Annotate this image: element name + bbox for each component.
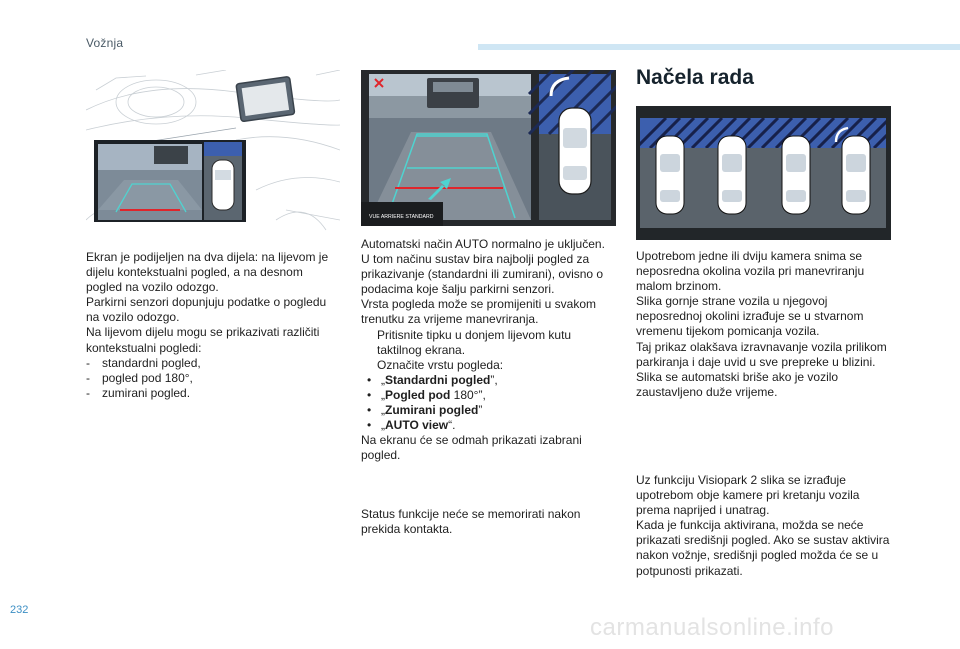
instruction-step: Pritisnite tipku u donjem lijevom kutu taktilnog ekrana. (377, 327, 572, 357)
column-3-text (636, 249, 894, 400)
dash-marker: - (86, 370, 90, 385)
paragraph: Uz funkciju Visiopark 2 slika se izrađuje upotrebom obje kamere pri kretanju vozila prema naprijed i unatrag. (636, 473, 860, 518)
paragraph: Na ekranu će se odmah prikazati izabrani pogled. (361, 433, 582, 463)
column-1-text (86, 250, 336, 401)
bullet-marker: • (367, 387, 372, 402)
paragraph: Taj prikaz olakšava izravnavanje vozila prilikom parkiranja i daje uvid u sve prepreke u blizini. (636, 339, 887, 369)
status-note (361, 507, 617, 537)
page-number: 232 (10, 604, 29, 616)
dash-marker: - (86, 385, 90, 400)
rear-camera-view (361, 70, 616, 226)
view-option: • „AUTO view“. (367, 418, 456, 433)
paragraph: Vrsta pogleda može se promijeniti u svakom trenutku za vrijeme manevriranja. (361, 297, 596, 327)
top-view-sequence (636, 106, 891, 240)
header-accent-bar (478, 44, 960, 50)
column-2-text (361, 237, 617, 463)
paragraph: Parkirni senzori dopunjuju podatke o pogledu na vozilo odozgo. (86, 295, 327, 325)
paragraph: U tom načinu sustav bira najbolji pogled za prikazivanje (standardni ili zumirani), ovisno o podacima koje šalju parkirni senzori. (361, 252, 604, 297)
paragraph: Ekran je podijeljen na dva dijela: na lijevom je dijelu kontekstualni pogled, a na desnom pogled na vozilo odozgo. (86, 250, 329, 295)
paragraph: Upotrebom jedne ili dviju kamera snima se neposredna okolina vozila pri manevriranju malom brzinom. (636, 249, 865, 294)
paragraph: Status funkcije neće se memorirati nakon prekida kontakta. (361, 507, 581, 537)
dash-marker: - (86, 355, 90, 370)
view-option: • „Pogled pod 180°”, (367, 387, 486, 402)
paragraph: Automatski način AUTO normalno je uključen. (361, 237, 605, 251)
visiopark-note (636, 473, 894, 579)
paragraph: Kada je funkcija aktivirana, možda se neće prikazati središnji pogled. Ako se sustav aktivira nakon vožnje, središnji pogled možda će se u potpunosti prikazati. (636, 518, 890, 578)
paragraph: Slika se automatski briše ako je vozilo zaustavljeno duže vrijeme. (636, 369, 839, 399)
watermark: carmanualsonline.info (590, 614, 834, 641)
paragraph: Na lijevom dijelu mogu se prikazivati različiti kontekstualni pogledi: (86, 325, 320, 355)
list-item: - standardni pogled, (86, 355, 201, 370)
list-item: - pogled pod 180°, (86, 370, 193, 385)
instruction-step: Označite vrstu pogleda: (377, 357, 504, 372)
section-heading: Načela rada (636, 66, 754, 89)
view-option: • „Standardni pogled”, (367, 372, 498, 387)
view-option: • „Zumirani pogled” (367, 403, 483, 418)
bullet-marker: • (367, 372, 372, 387)
bullet-marker: • (367, 418, 372, 433)
bullet-marker: • (367, 403, 372, 418)
dashboard-illustration (86, 70, 340, 236)
paragraph: Slika gornje strane vozila u njegovoj neposrednoj okolini izrađuje se u stvarnom vremenu tijekom pomicanja vozila. (636, 294, 864, 339)
list-item: - zumirani pogled. (86, 385, 191, 400)
section-title: Vožnja (86, 36, 124, 50)
view-mode-caption: VUE ARRIERE STANDARD (369, 214, 434, 220)
